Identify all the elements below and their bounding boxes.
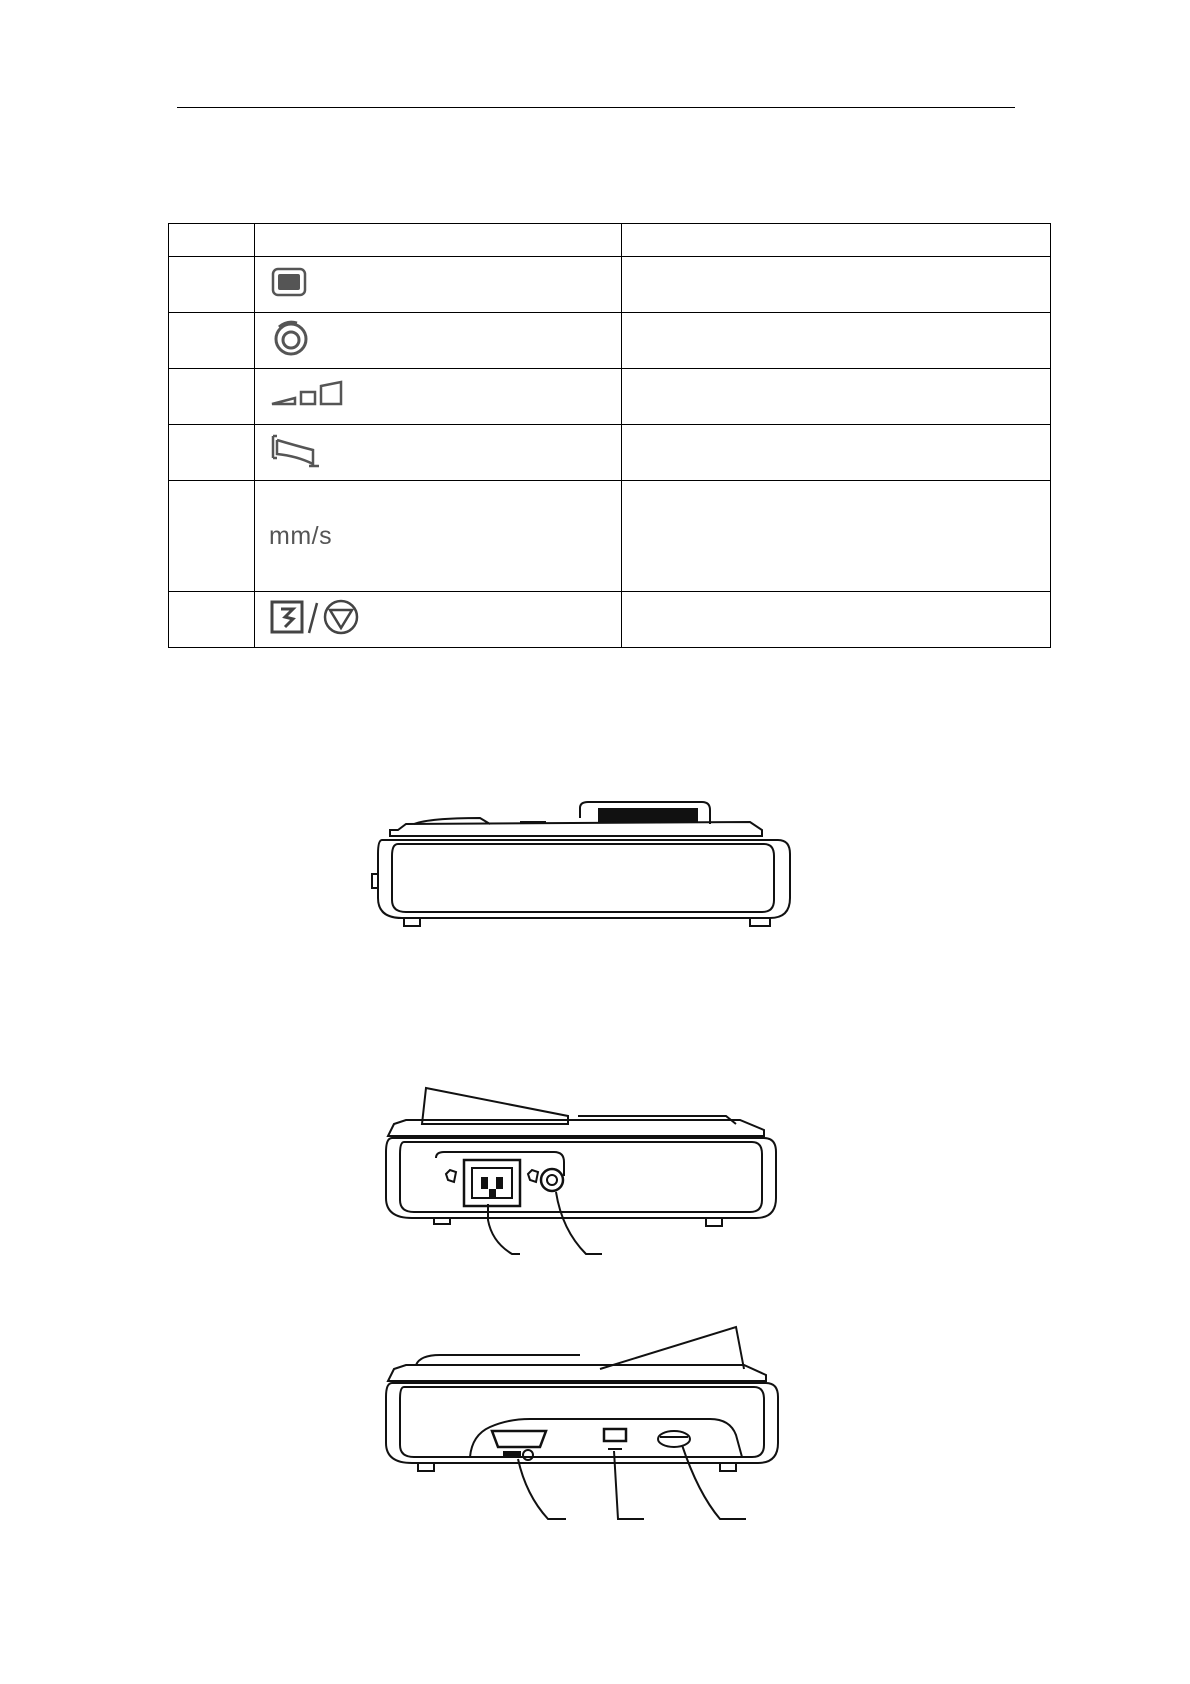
device-front-view [370, 800, 810, 932]
speed-unit-label: mm/s [269, 521, 333, 550]
table-row [169, 369, 1051, 425]
table-row [169, 257, 1051, 313]
header-description [622, 224, 1051, 257]
header-no [169, 224, 255, 257]
header-rule [177, 107, 1015, 108]
display-mode-icon [269, 266, 309, 298]
device-right-side-view [380, 1325, 800, 1525]
table-header-row [169, 224, 1051, 257]
table-row [169, 313, 1051, 369]
filter-icon [269, 318, 313, 358]
keys-table [168, 223, 1051, 648]
record-stop-icon [269, 597, 365, 637]
device-left-side-view [380, 1080, 800, 1260]
sensitivity-icon [269, 378, 349, 410]
table-row [169, 425, 1051, 481]
table-row [169, 481, 1051, 592]
header-key [255, 224, 622, 257]
paper-feed-icon [269, 432, 325, 468]
table-row [169, 592, 1051, 648]
